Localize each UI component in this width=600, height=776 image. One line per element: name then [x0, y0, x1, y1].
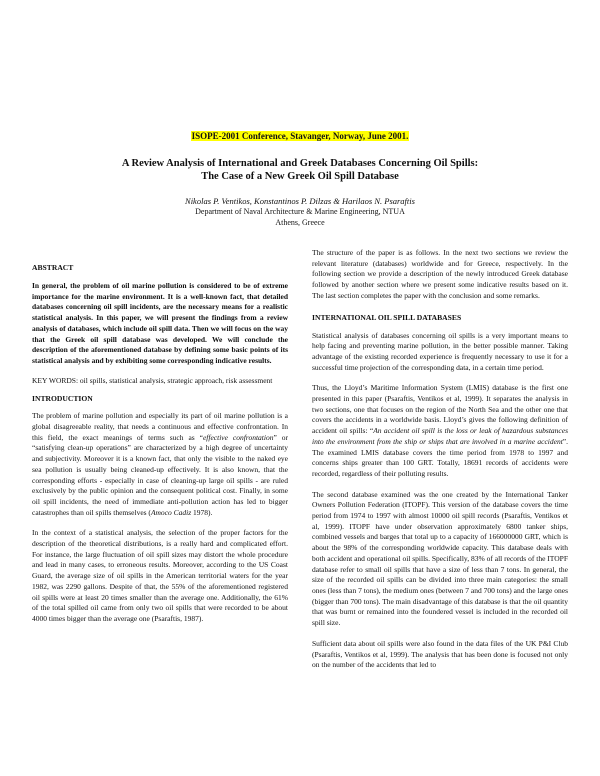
pandi-paragraph: Sufficient data about oil spills were also found in the data files of the UK P&I Club (Psaraftis, Ventikos et al, 1999). The analysis that has been done is focused not only on the number of the accidents that led to — [312, 638, 568, 670]
intro-p1-part-c: 1978). — [191, 507, 213, 517]
itopf-paragraph: The second database examined was the one created by the International Tanker Owners Pollution Federation (ITOPF). This version of the database covers the time period from 1974 to 1997 with almost 10000 oil spill records (Psaraftis, Ventikos et al, 1999). ITOPF have under observation approximately 6800 tanker ships, combined vessels and barges that total up to a capacity of 166000000 GRT, which is about the 98% of the corresponding worldwide capacity. This database deals with both accident and operational oil spills. Specifically, 83% of all records of the ITOPF database refer to small oil spills that have a size of less than 7 tons. In general, the size of the recorded oil spills can be divided into three main categories: the small ones (less than 7 tons), the medium ones (between 7 and 700 tons) and the large ones (bigger than 700 tons). The main disadvantage of this database is that the oil quantity that was burnt or remained into the foundered vessel is included in the recorded oil spill size. — [312, 489, 568, 628]
paper-title-line-2: The Case of a New Greek Oil Spill Database — [201, 171, 399, 182]
keywords-text: oil spills, statistical analysis, strategic approach, risk assessment — [78, 375, 273, 385]
paper-title-line-1: A Review Analysis of International and Greek Databases Concerning Oil Spills: — [121, 158, 479, 169]
intro-p1-emphasis-2: Amoco Cadiz — [150, 507, 192, 517]
keywords — [32, 376, 288, 387]
intro-paragraph-2: In the context of a statistical analysis, the selection of the proper factors for the description of the theoretical distributions, is a really hard and complicated effort. For instance, the large fluctuation of oil spill sizes may distort the whole procedure and lead in many cases, to erroneous results. Moreover, according to the US Coast Guard, the average size of oil spills in the American territorial waters for the year 1982, was 2290 gallons. Despite of that, the 55% of the aforementioned registered oil spills were at least 20 times smaller than the average one. Additionally, the 61% of the total spilled oil came from only two oil spills that were recorded to be about 4000 times bigger than the average one (Psaraftis, 1987). — [32, 528, 288, 623]
databases-paragraph-1: Statistical analysis of databases concerning oil spills is a very important means to help facing and preventing marine pollution, in the better possible manner. Taking advantage of the existing recorded experience is frequently necessary to use it for a successful time projection of the corresponding data, in a certain time period. — [312, 330, 568, 372]
intro-p1-emphasis-1: effective confrontation — [202, 432, 274, 442]
right-column — [312, 248, 568, 671]
author-list: Nikolas P. Ventikos, Konstantinos P. Dilzas & Harilaos N. Psaraftis — [185, 196, 415, 206]
introduction-heading: INTRODUCTION — [32, 394, 93, 404]
lmis-part-a: Thus, the Lloyd’s Maritime Information System (LMIS) database is the first one presented in this paper (Psaraftis, Ventikos et al, 1999). It separates the analysis in two sections, one that focuses on the region of the North Sea and the other one that covers the accidents in a worldwide basis. Lloyd’s gives the following definition of accident oil spills: “ — [312, 383, 568, 436]
keywords-label: KEY WORDS: — [32, 375, 79, 385]
conference-label: ISOPE-2001 Conference, Stavanger, Norway, June 2001. — [191, 131, 409, 141]
abstract-text: In general, the problem of oil marine pollution is considered to be of extreme importance for the marine environment. It is a well-known fact, that detailed databases concerning oil spill incidents, are the necessary means for a realistic statistical analysis. In this paper, we will present the findings from a review analysis of databases, which include oil spill data. Then we will focus on the way that the Greek oil spill database was developed. We will conclude the description of the aforementioned database by defining some basic points of its statistical analysis and by exhibiting some corresponding indicative results. — [32, 281, 288, 365]
structure-paragraph: The structure of the paper is as follows. In the next two sections we review the relevant literature (databases) worldwide and for Greece, respectively. In the following section we provide a description of the newly introduced Greek database followed by another section where we present some indicative results based on it. The last section completes the paper with the conclusion and some remarks. — [312, 248, 568, 300]
intro-p1-part-a: The problem of marine pollution and especially its part of oil marine pollution is a global disagreeable reality, that needs a continuous and effective confrontation. In this field, the exact meanings of terms such as “ — [32, 411, 288, 442]
affiliation-city: Athens, Greece — [275, 218, 325, 227]
conference-banner — [0, 131, 600, 141]
intro-p1-part-b: ” or “satisfying clean-up operations” are characterized by a high degree of uncertainty and subjectivity. Moreover it is a known fact, that only the visible to the naked eye sea pollution is usually being cleaned-up effectively. It is also known, that the corresponding efforts - especially in case of cleaning-up large oil spills - are ruled exclusively by the public opinion and the consequent political cost. Finally, in some oil spill incidents, the need of immediate anti-pollution action has led to bigger catastrophes than oil spills themselves ( — [32, 432, 288, 517]
intro-paragraph-1 — [32, 411, 288, 518]
lmis-definition: An accident oil spill is the loss or leak of hazardous substances into the environment from the ship or ships that are involved in a marine accident — [312, 426, 568, 446]
paper-title — [40, 157, 560, 183]
affiliation: Department of Naval Architecture & Marine Engineering, NTUA — [195, 207, 405, 216]
lmis-part-b: ”. The examined LMIS database covers the time period from 1978 to 1997 and concerns ships greater than 100 GRT. Totally, 18691 records of accidents were recorded, regardless of their polluting results. — [312, 436, 568, 478]
international-databases-heading: INTERNATIONAL OIL SPILL DATABASES — [312, 312, 462, 322]
left-column — [32, 248, 288, 625]
abstract-heading: ABSTRACT — [32, 263, 74, 272]
lmis-paragraph — [312, 383, 568, 479]
